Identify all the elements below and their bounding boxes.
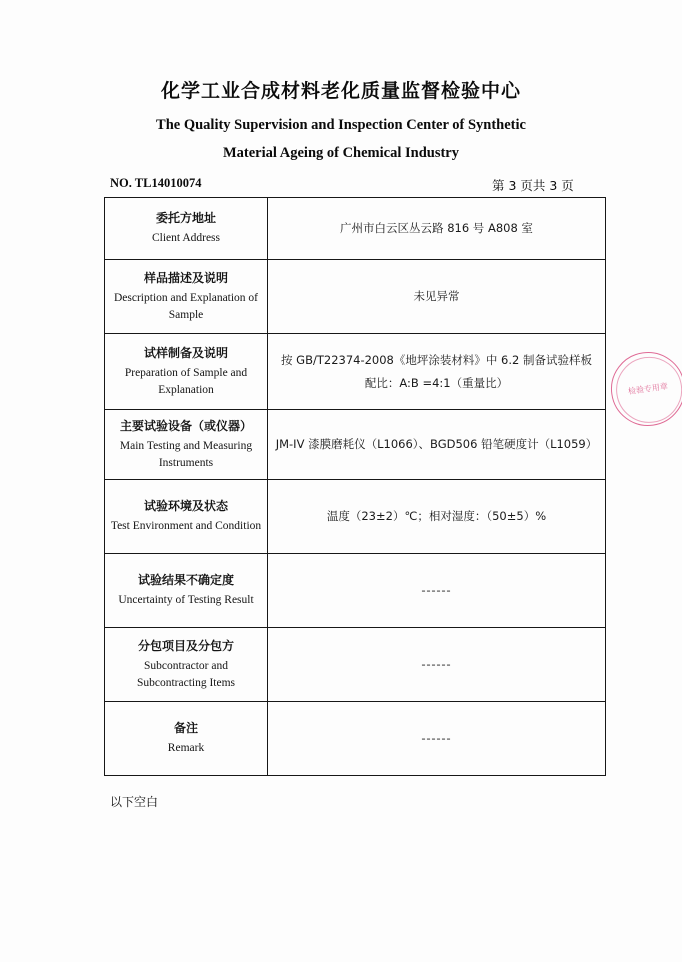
table-row (105, 702, 606, 776)
row-value-remark: ------ (268, 702, 606, 776)
row-label-remark: 备注 Remark (105, 702, 268, 776)
page-title-cn: 化学工业合成材料老化质量监督检验中心 (160, 80, 521, 102)
row-value-sample-preparation: 按 GB/T22374-2008《地坪涂装材料》中 6.2 制备试验样板 配比：A:B =4:1（重量比） (268, 334, 606, 410)
row-label-subcontractor: 分包项目及分包方 Subcontractor and Subcontracting Items (105, 628, 268, 702)
page-title-en-line2: Material Ageing of Chemical Industry (222, 145, 459, 161)
document-number: NO. TL14010074 (110, 176, 202, 190)
footer-note: 以下空白 (110, 795, 159, 809)
table-row (105, 628, 606, 702)
row-label-main-instruments: 主要试验设备（或仪器） Main Testing and Measuring Instruments (105, 410, 268, 480)
row-value-sample-description: 未见异常 (268, 260, 606, 334)
row-label-sample-preparation: 试样制备及说明 Preparation of Sample and Explanation (105, 334, 268, 410)
row-label-sample-description: 样品描述及说明 Description and Explanation of Sample (105, 260, 268, 334)
document-header (0, 0, 682, 162)
row-label-client-address: 委托方地址 Client Address (105, 198, 268, 260)
row-value-test-environment: 温度（23±2）℃；相对湿度：（50±5）% (268, 480, 606, 554)
table-row (105, 198, 606, 260)
row-label-test-environment: 试验环境及状态 Test Environment and Condition (105, 480, 268, 554)
table-row (105, 410, 606, 480)
row-label-uncertainty: 试验结果不确定度 Uncertainty of Testing Result (105, 554, 268, 628)
page-title-en-line1: The Quality Supervision and Inspection Center of Synthetic (156, 117, 526, 133)
row-value-main-instruments: JM-IV 漆膜磨耗仪（L1066）、BGD506 铅笔硬度计（L1059） (268, 410, 606, 480)
table-row (105, 554, 606, 628)
row-value-subcontractor: ------ (268, 628, 606, 702)
row-value-uncertainty: ------ (268, 554, 606, 628)
official-seal-stamp (606, 347, 682, 431)
table-row (105, 480, 606, 554)
report-table (104, 197, 606, 776)
table-row (105, 334, 606, 410)
table-row (105, 260, 606, 334)
document-meta (0, 176, 682, 196)
row-value-client-address: 广州市白云区丛云路 816 号 A808 室 (268, 198, 606, 260)
page-number: 第 3 页共 3 页 (492, 178, 574, 193)
seal-text: 检验专用章 (627, 381, 669, 397)
